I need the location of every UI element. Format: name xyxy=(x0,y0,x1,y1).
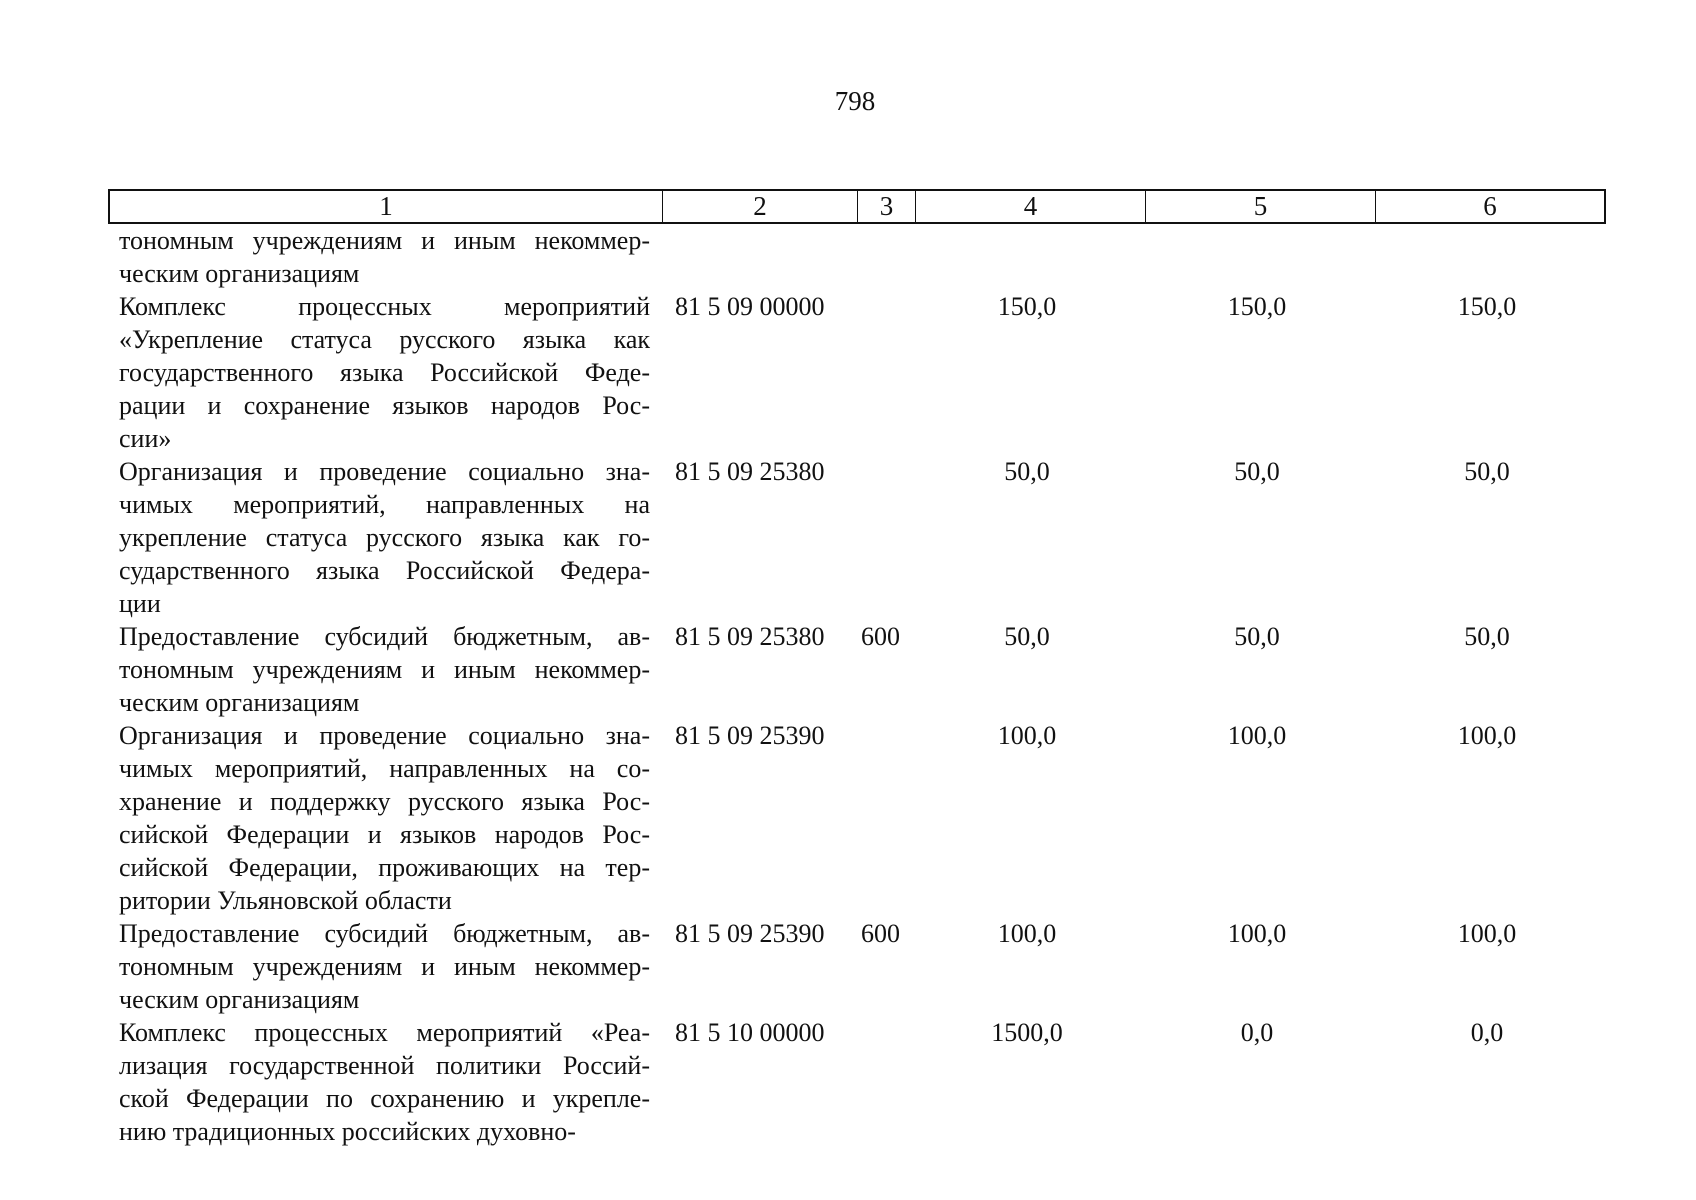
table-row xyxy=(0,719,1696,917)
row-expense-type: 600 xyxy=(861,919,900,948)
description-line: «Укрепление статуса русского языка как xyxy=(119,325,650,354)
table-row xyxy=(0,620,1696,719)
column-header-2: 2 xyxy=(663,191,858,222)
description-line: Предоставление субсидий бюджетным, ав- xyxy=(119,919,650,948)
description-line: лизация государственной политики Россий- xyxy=(119,1051,650,1080)
row-expense-type: 600 xyxy=(861,622,900,651)
description-line: ческим организациям xyxy=(119,688,360,717)
description-line: тономным учреждениям и иным некоммер- xyxy=(119,655,650,684)
row-value-col4: 150,0 xyxy=(997,292,1057,321)
row-value-col4: 50,0 xyxy=(1004,622,1050,651)
table-body xyxy=(0,224,1696,1148)
row-code: 81 5 09 25380 xyxy=(675,457,825,486)
table-row xyxy=(0,455,1696,620)
table-row xyxy=(0,224,1696,290)
description-line: Организация и проведение социально зна- xyxy=(119,721,650,750)
description-line: чимых мероприятий, направленных на xyxy=(119,490,650,519)
row-value-col6: 100,0 xyxy=(1457,919,1517,948)
column-header-1: 1 xyxy=(110,191,663,222)
description-line: Предоставление субсидий бюджетным, ав- xyxy=(119,622,650,651)
description-line: чимых мероприятий, направленных на со- xyxy=(119,754,650,783)
description-line: Комплекс процессных мероприятий xyxy=(119,292,650,321)
column-header-5: 5 xyxy=(1146,191,1376,222)
column-header-6: 6 xyxy=(1483,191,1497,221)
description-line: тономным учреждениям и иным некоммер- xyxy=(119,226,650,255)
description-line: Комплекс процессных мероприятий «Реа- xyxy=(119,1018,650,1047)
description-line: ритории Ульяновской области xyxy=(119,886,452,915)
description-line: государственного языка Российской Феде- xyxy=(119,358,650,387)
row-description xyxy=(119,455,650,620)
row-description xyxy=(119,620,650,719)
description-line: ской Федерации по сохранению и укрепле- xyxy=(119,1084,650,1113)
description-line: ческим организациям xyxy=(119,985,360,1014)
table-row xyxy=(0,290,1696,455)
row-value-col5: 150,0 xyxy=(1227,292,1287,321)
table-row xyxy=(0,917,1696,1016)
page-number: 798 xyxy=(834,86,876,116)
description-line: ции xyxy=(119,589,161,618)
description-line: сударственного языка Российской Федера- xyxy=(119,556,650,585)
row-value-col5: 50,0 xyxy=(1234,622,1280,651)
row-value-col4: 50,0 xyxy=(1004,457,1050,486)
row-value-col4: 100,0 xyxy=(997,919,1057,948)
row-description xyxy=(119,224,650,290)
table-header xyxy=(108,189,1606,224)
row-value-col6: 150,0 xyxy=(1457,292,1517,321)
column-header-3: 3 xyxy=(858,191,916,222)
row-value-col6: 50,0 xyxy=(1464,622,1510,651)
description-line: ческим организациям xyxy=(119,259,360,288)
row-value-col4: 100,0 xyxy=(997,721,1057,750)
row-description xyxy=(119,719,650,917)
description-line: рации и сохранение языков народов Рос- xyxy=(119,391,650,420)
description-line: сийской Федерации, проживающих на тер- xyxy=(119,853,650,882)
row-code: 81 5 09 25380 xyxy=(675,622,825,651)
row-value-col5: 0,0 xyxy=(1240,1018,1274,1047)
row-value-col6: 50,0 xyxy=(1464,457,1510,486)
row-code: 81 5 09 25390 xyxy=(675,919,825,948)
description-line: тономным учреждениям и иным некоммер- xyxy=(119,952,650,981)
row-value-col6: 0,0 xyxy=(1470,1018,1504,1047)
description-line: нию традиционных российских духовно- xyxy=(119,1117,576,1146)
description-line: Организация и проведение социально зна- xyxy=(119,457,650,486)
table-row xyxy=(0,1016,1696,1148)
description-line: сийской Федерации и языков народов Рос- xyxy=(119,820,650,849)
row-description xyxy=(119,917,650,1016)
row-value-col5: 100,0 xyxy=(1227,919,1287,948)
row-code: 81 5 10 00000 xyxy=(675,1018,825,1047)
row-value-col6: 100,0 xyxy=(1457,721,1517,750)
description-line: сии» xyxy=(119,424,172,453)
row-value-col5: 50,0 xyxy=(1234,457,1280,486)
row-description xyxy=(119,290,650,455)
row-code: 81 5 09 00000 xyxy=(675,292,825,321)
column-header-4: 4 xyxy=(916,191,1146,222)
row-code: 81 5 09 25390 xyxy=(675,721,825,750)
row-value-col4: 1500,0 xyxy=(991,1018,1063,1047)
row-value-col5: 100,0 xyxy=(1227,721,1287,750)
row-description xyxy=(119,1016,650,1148)
description-line: хранение и поддержку русского языка Рос- xyxy=(119,787,650,816)
description-line: укрепление статуса русского языка как го- xyxy=(119,523,650,552)
